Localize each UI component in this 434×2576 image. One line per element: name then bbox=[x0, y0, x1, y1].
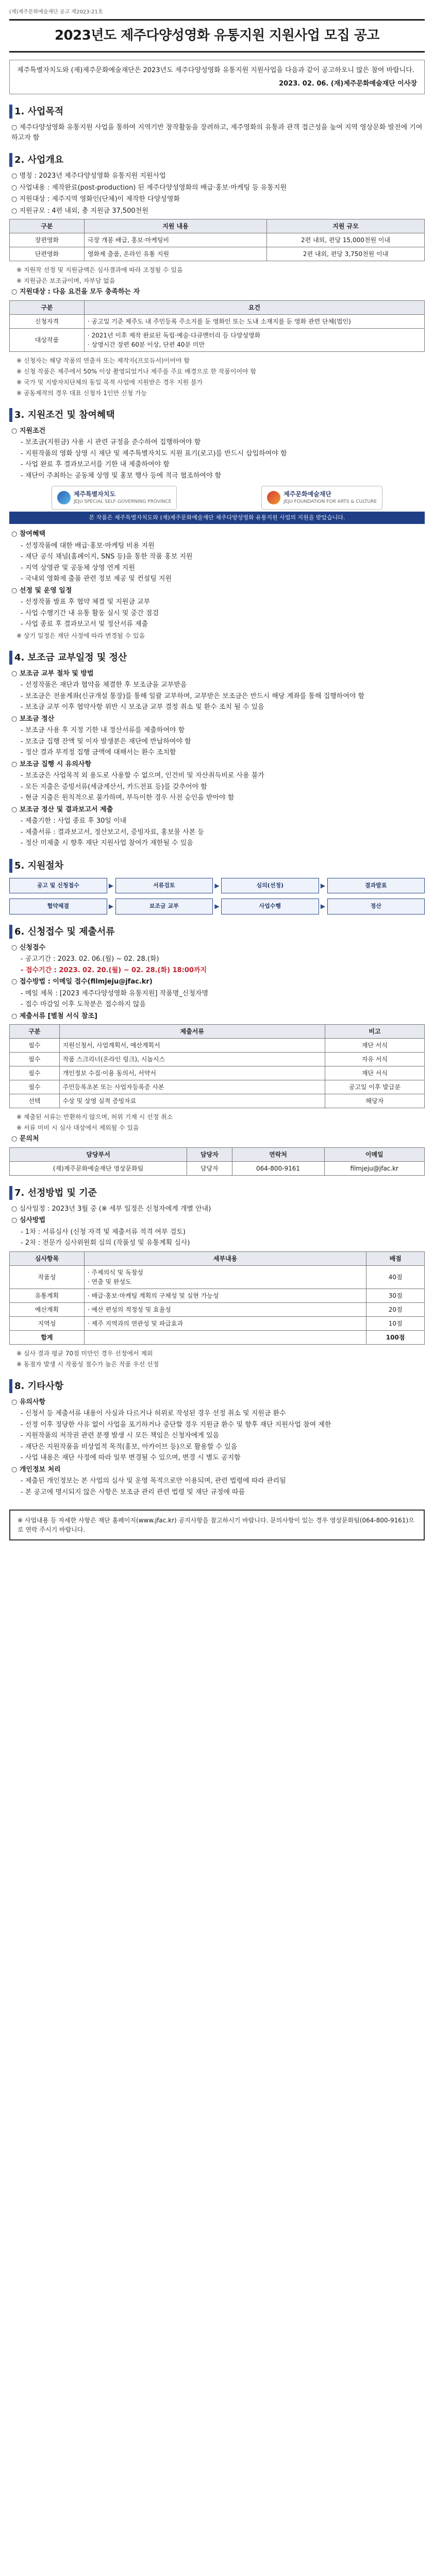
application-item: - 공고기간 : 2023. 02. 06.(월) ~ 02. 28.(화) bbox=[21, 955, 159, 963]
table-cell: 100점 bbox=[366, 1330, 425, 1344]
table-cell: 40점 bbox=[366, 1265, 425, 1289]
table-header: 제출서류 bbox=[59, 1025, 325, 1039]
target-title: ○ 지원대상 : 다음 요건을 모두 충족하는 자 bbox=[11, 288, 140, 296]
application-item: ○ 접수방법 : 이메일 접수(filmjeju@jfac.kr) bbox=[11, 978, 153, 986]
etc-item: - 사업 내용은 재단 사정에 따라 일부 변경될 수 있으며, 변경 시 별도 공지함 bbox=[21, 1454, 241, 1462]
benefit-item: ○ 선정 및 운영 일정 bbox=[11, 586, 72, 595]
table-header: 지원 규모 bbox=[267, 219, 425, 233]
table-cell: 주민등록초본 또는 사업자등록증 사본 bbox=[59, 1080, 325, 1094]
table-row bbox=[10, 1066, 425, 1080]
table-header: 담당자 bbox=[187, 1147, 232, 1161]
table-row bbox=[10, 1265, 425, 1289]
intro-text: 제주특별자치도와 (재)제주문화예술재단은 2023년도 제주다양성영화 유통지원 지원사업을 다음과 같이 공고하오니 많은 참여 바랍니다. bbox=[17, 66, 414, 74]
footer-notice: ※ 사업내용 등 자세한 사항은 재단 홈페이지(www.jfac.kr) 공지사항을 참고하시기 바랍니다. 문의사항이 있는 경우 영상문화팀(064-800-9161)으로 연락 주시기 바랍니다. bbox=[9, 1510, 425, 1540]
table-row bbox=[10, 1053, 425, 1066]
arrow-right-icon: ▶ bbox=[108, 882, 114, 889]
conditions-item: - 사업 완료 후 결과보고서를 기한 내 제출하여야 함 bbox=[21, 461, 170, 468]
procedure-step: 사업수행 bbox=[221, 899, 319, 914]
arrow-right-icon: ▶ bbox=[108, 903, 114, 910]
etc-item: - 제출된 개인정보는 본 사업의 심사 및 운영 목적으로만 이용되며, 관련 법령에 따라 관리됨 bbox=[21, 1477, 286, 1485]
note-text: ※ 상기 일정은 재단 사정에 따라 변경될 수 있음 bbox=[16, 632, 145, 639]
table-cell: 30점 bbox=[366, 1289, 425, 1302]
benefit-item: - 선정작품 발표 후 협약 체결 및 지원금 교부 bbox=[21, 598, 151, 606]
benefit-item: - 재단 공식 채널(홈페이지, SNS 등)을 통한 작품 홍보 지원 bbox=[21, 553, 193, 561]
table-header: 요건 bbox=[84, 300, 424, 314]
table-cell: 지역성 bbox=[10, 1316, 85, 1330]
procedure-step: 심의(선정) bbox=[221, 878, 319, 894]
etc-item: - 선정 이후 정당한 사유 없이 사업을 포기하거나 중단할 경우 지원금 환수 및 향후 재단 지원사업 참여 제한 bbox=[21, 1420, 331, 1429]
foundation-emblem-icon bbox=[267, 491, 280, 504]
procedure-step: 서류검토 bbox=[115, 878, 213, 894]
table-row bbox=[10, 328, 425, 351]
procedure-flow bbox=[9, 878, 425, 894]
table-cell: 수상 및 상영 실적 증빙자료 bbox=[59, 1094, 325, 1108]
table-cell: 작품 스크리너(온라인 링크), 시놉시스 bbox=[59, 1053, 325, 1066]
logo-sub: JEJU FOUNDATION FOR ARTS & CULTURE bbox=[283, 499, 377, 504]
subsidy-item: - 정산 미제출 시 향후 재단 지원사업 참여가 제한될 수 있음 bbox=[21, 839, 193, 847]
table-cell: 20점 bbox=[366, 1302, 425, 1316]
benefit-item: ○ 참여혜택 bbox=[11, 530, 46, 538]
jfac-logo bbox=[261, 486, 382, 510]
table-cell: 예산계획 bbox=[10, 1302, 85, 1316]
note-text: ※ 공동제작의 경우 대표 신청자 1인만 신청 가능 bbox=[16, 389, 147, 397]
table-row bbox=[10, 247, 425, 261]
table-header: 구분 bbox=[10, 1025, 60, 1039]
table-cell: 합계 bbox=[10, 1330, 85, 1344]
table-cell bbox=[84, 1330, 366, 1344]
application-item: ○ 신청접수 bbox=[11, 943, 46, 952]
table-row bbox=[10, 1161, 425, 1175]
note-text: ※ 동점자 발생 시 작품성 점수가 높은 작품 우선 선정 bbox=[16, 1360, 159, 1368]
subsidy-item: - 정산 결과 부적정 집행 금액에 대해서는 환수 조치함 bbox=[21, 749, 176, 756]
selection-item: ○ 심사방법 bbox=[11, 1216, 46, 1224]
logo-name: 제주특별자치도 bbox=[73, 490, 116, 498]
note-text: ※ 국가 및 지방자치단체의 동일 목적 사업에 지원받은 경우 지원 불가 bbox=[16, 378, 203, 386]
table-cell: 장편영화 bbox=[10, 233, 85, 247]
table-cell: (재)제주문화예술재단 영상문화팀 bbox=[10, 1161, 187, 1175]
section-title-selection: 7. 선정방법 및 기준 bbox=[9, 1186, 425, 1200]
table-row bbox=[10, 1316, 425, 1330]
subsidy-item: - 현금 지출은 원칙적으로 불가하며, 부득이한 경우 사전 승인을 받아야 함 bbox=[21, 794, 235, 802]
benefit-item: - 사업 종료 후 결과보고서 및 정산서류 제출 bbox=[21, 620, 148, 628]
procedure-step: 정산 bbox=[327, 899, 425, 914]
table-cell: 신청자격 bbox=[10, 314, 85, 328]
etc-item: - 신청서 등 제출서류 내용이 사실과 다르거나 허위로 작성된 경우 선정 취소 및 지원금 환수 bbox=[21, 1410, 286, 1417]
table-cell: 필수 bbox=[10, 1039, 60, 1053]
subsidy-item: - 보조금 교부 이후 협약사항 위반 시 보조금 교부 결정 취소 및 환수 조치 될 수 있음 bbox=[21, 703, 264, 711]
application-item: - 메일 제목 : [2023 제주다양성영화 유통지원] 작품명_신청자명 bbox=[21, 989, 209, 997]
note-text: ※ 신청자는 해당 작품의 연출자 또는 제작자(프로듀서)이어야 함 bbox=[16, 357, 190, 364]
note-text: ※ 지원금은 보조금이며, 자부담 없음 bbox=[16, 277, 115, 284]
conditions-item: - 보조금(지원금) 사용 시 관련 규정을 준수하여 집행하여야 함 bbox=[21, 438, 201, 446]
table-row bbox=[10, 1302, 425, 1316]
arrow-right-icon: ▶ bbox=[214, 903, 220, 910]
table-cell: · 주제의식 및 독창성 · 연출 및 완성도 bbox=[84, 1265, 366, 1289]
table-row bbox=[10, 314, 425, 328]
procedure-step: 보조금 교부 bbox=[115, 899, 213, 914]
overview-item: ○ 지원대상 : 제주지역 영화인(단체)이 제작한 다양성영화 bbox=[11, 195, 180, 203]
table-row bbox=[10, 1039, 425, 1053]
table-cell: 2편 내외, 편당 3,750천원 이내 bbox=[267, 247, 425, 261]
section-title-conditions: 3. 지원조건 및 참여혜택 bbox=[9, 408, 425, 422]
table-cell: · 배급·홍보·마케팅 계획의 구체성 및 실현 가능성 bbox=[84, 1289, 366, 1302]
table-header: 지원 내용 bbox=[84, 219, 266, 233]
province-emblem-icon bbox=[57, 491, 71, 504]
application-item: - 접수 마감일 이후 도착분은 접수하지 않음 bbox=[21, 1001, 146, 1008]
page-title: 2023년도 제주다양성영화 유통지원 지원사업 모집 공고 bbox=[9, 19, 425, 53]
intro-box bbox=[9, 60, 425, 94]
phone-number[interactable]: 064-800-9161 bbox=[232, 1161, 324, 1175]
table-cell: 선택 bbox=[10, 1094, 60, 1108]
arrow-right-icon: ▶ bbox=[320, 903, 326, 910]
subsidy-item: - 보조금은 전용계좌(신규개설 통장)를 통해 일괄 교부하며, 교부받은 보조금은 반드시 해당 계좌를 통해 집행하여야 함 bbox=[21, 692, 365, 700]
table-header: 담당부서 bbox=[10, 1147, 187, 1161]
table-header: 구분 bbox=[10, 219, 85, 233]
application-item: - 접수기간 : 2023. 02. 20.(월) ~ 02. 28.(화) 18:00까지 bbox=[21, 966, 207, 974]
table-cell: 해당자 bbox=[325, 1094, 424, 1108]
subsidy-item: - 보조금 집행 잔액 및 이자 발생분은 재단에 반납하여야 함 bbox=[21, 737, 191, 745]
table-cell: 10점 bbox=[366, 1316, 425, 1330]
table-cell: · 제주 지역과의 연관성 및 파급효과 bbox=[84, 1316, 366, 1330]
application-item: ○ 제출서류 [별첨 서식 참조] bbox=[11, 1012, 97, 1020]
procedure-step: 공고 및 신청접수 bbox=[9, 878, 107, 894]
selection-item: - 2차 : 전문가 심사위원회 심의 (작품성 및 유통계획 심사) bbox=[21, 1239, 190, 1247]
subsidy-item: - 제출서류 : 결과보고서, 정산보고서, 증빙자료, 홍보물 사본 등 bbox=[21, 828, 204, 836]
table-cell: · 2021년 이후 제작 완료된 독립·예술·다큐멘터리 등 다양성영화 · 상영시간 장편 60분 이상, 단편 40분 미만 bbox=[84, 328, 424, 351]
table-cell: 대상작품 bbox=[10, 328, 85, 351]
section-title-procedure: 5. 지원절차 bbox=[9, 859, 425, 873]
table-row bbox=[10, 1080, 425, 1094]
subsidy-item: ○ 보조금 교부 절차 및 방법 bbox=[11, 669, 94, 677]
email-link[interactable]: filmjeju@jfac.kr bbox=[324, 1161, 424, 1175]
table-cell: 극장 개봉 배급, 홍보·마케팅비 bbox=[84, 233, 266, 247]
contact-title: ○ 문의처 bbox=[11, 1135, 39, 1143]
table-header: 세부내용 bbox=[84, 1251, 366, 1265]
conditions-item: - 재단이 주최하는 공동체 상영 및 홍보 행사 등에 적극 협조하여야 함 bbox=[21, 471, 222, 480]
selection-item: ○ 심사일정 : 2023년 3월 중 (※ 세부 일정은 신청자에게 개별 안내) bbox=[11, 1205, 211, 1213]
procedure-step: 결과발표 bbox=[327, 878, 425, 894]
intro-date: 2023. 02. 06. (재)제주문화예술재단 이사장 bbox=[279, 79, 417, 88]
notice-number: (재)제주문화예술재단 공고 제2023-21호 bbox=[9, 9, 103, 15]
table-header: 배점 bbox=[366, 1251, 425, 1265]
etc-item: ○ 유의사항 bbox=[11, 1398, 46, 1406]
table-cell: · 공고일 기준 제주도 내 주민등록 주소지를 둔 영화인 또는 도내 소재지를 둔 영화 관련 단체(법인) bbox=[84, 314, 424, 328]
subsidy-item: ○ 보조금 정산 및 결과보고서 제출 bbox=[11, 805, 113, 814]
section-title-subsidy: 4. 보조금 교부일정 및 정산 bbox=[9, 651, 425, 665]
support-scale-table bbox=[9, 219, 425, 261]
table-header: 비고 bbox=[325, 1025, 424, 1039]
subsidy-item: - 모든 지출은 증빙서류(세금계산서, 카드전표 등)를 갖추어야 함 bbox=[21, 783, 207, 791]
credit-banner: 본 작품은 제주특별자치도와 (재)제주문화예술재단 제주다양성영화 유통지원 사업의 지원을 받았습니다. bbox=[9, 512, 425, 524]
overview-item: ○ 지원규모 : 4편 내외, 총 지원금 37,500천원 bbox=[11, 207, 148, 215]
table-row bbox=[10, 1094, 425, 1108]
jeju-province-logo bbox=[52, 486, 177, 510]
table-cell: 단편영화 bbox=[10, 247, 85, 261]
table-cell: 자유 서식 bbox=[325, 1053, 424, 1066]
subsidy-item: - 보조금 사용 후 지정 기한 내 정산서류를 제출하여야 함 bbox=[21, 726, 185, 734]
subsidy-item: - 제출기한 : 사업 종료 후 30일 이내 bbox=[21, 817, 127, 825]
procedure-flow bbox=[9, 899, 425, 914]
subsidy-item: - 선정작품은 재단과 협약을 체결한 후 보조금을 교부받음 bbox=[21, 681, 187, 689]
table-cell: 담당자 bbox=[187, 1161, 232, 1175]
etc-item: - 지원작품의 저작권 관련 분쟁 발생 시 모든 책임은 신청자에게 있음 bbox=[21, 1432, 220, 1439]
purpose-text: ○ 제주다양성영화 유통지원 사업을 통하여 지역기반 창작활동을 장려하고, 제주영화의 유통과 관객 접근성을 높여 지역 영상문화 발전에 기여하고자 함 bbox=[11, 124, 423, 142]
selection-item: - 1차 : 서류심사 (신청 자격 및 제출서류 적격 여부 검토) bbox=[21, 1228, 186, 1236]
table-header: 이메일 bbox=[324, 1147, 424, 1161]
logo-sub: JEJU SPECIAL SELF-GOVERNING PROVINCE bbox=[73, 499, 172, 504]
overview-item: ○ 사업내용 : 제작완료(post-production) 된 제주다양성영화의 배급·홍보·마케팅 등 유통지원 bbox=[11, 183, 287, 192]
table-cell: 필수 bbox=[10, 1080, 60, 1094]
table-cell: 작품성 bbox=[10, 1265, 85, 1289]
subsidy-item: ○ 보조금 집행 시 유의사항 bbox=[11, 760, 92, 768]
documents-table bbox=[9, 1024, 425, 1108]
subsidy-item: ○ 보조금 정산 bbox=[11, 715, 55, 723]
table-cell: 개인정보 수집·이용 동의서, 서약서 bbox=[59, 1066, 325, 1080]
section-title-overview: 2. 사업개요 bbox=[9, 153, 425, 167]
benefit-item: - 지역 상영관 및 공동체 상영 연계 지원 bbox=[21, 564, 135, 572]
conditions-item: - 지원작품의 영화 상영 시 재단 및 제주특별자치도 지원 표기(로고)를 반드시 삽입하여야 함 bbox=[21, 449, 287, 457]
arrow-right-icon: ▶ bbox=[320, 882, 326, 889]
table-cell: 유통계획 bbox=[10, 1289, 85, 1302]
table-row bbox=[10, 1330, 425, 1344]
table-cell: · 예산 편성의 적정성 및 효율성 bbox=[84, 1302, 366, 1316]
note-text: ※ 지원작 선정 및 지원금액은 심사결과에 따라 조정될 수 있음 bbox=[16, 266, 183, 274]
table-header: 연락처 bbox=[232, 1147, 324, 1161]
section-title-application: 6. 신청접수 및 제출서류 bbox=[9, 925, 425, 939]
note-text: ※ 심사 결과 평균 70점 미만인 경우 선정에서 제외 bbox=[16, 1349, 153, 1357]
table-cell: 재단 서식 bbox=[325, 1066, 424, 1080]
overview-item: ○ 명칭 : 2023년 제주다양성영화 유통지원 지원사업 bbox=[11, 172, 166, 180]
criteria-table bbox=[9, 1251, 425, 1345]
benefit-item: - 국내외 영화제 출품 관련 정보 제공 및 컨설팅 지원 bbox=[21, 575, 172, 583]
note-text: ※ 서류 미비 시 심사 대상에서 제외될 수 있음 bbox=[16, 1124, 139, 1131]
note-text: ※ 제출된 서류는 반환하지 않으며, 허위 기재 시 선정 취소 bbox=[16, 1113, 173, 1121]
table-row bbox=[10, 1289, 425, 1302]
logo-name: 제주문화예술재단 bbox=[283, 490, 331, 498]
arrow-right-icon: ▶ bbox=[214, 882, 220, 889]
procedure-step: 협약체결 bbox=[9, 899, 107, 914]
table-header: 심사항목 bbox=[10, 1251, 85, 1265]
etc-item: - 본 공고에 명시되지 않은 사항은 보조금 관리 관련 법령 및 재단 규정에 따름 bbox=[21, 1488, 245, 1496]
logo-row bbox=[9, 486, 425, 510]
benefit-item: - 선정작품에 대한 배급·홍보·마케팅 비용 지원 bbox=[21, 541, 155, 550]
conditions-item: ○ 지원조건 bbox=[11, 427, 46, 435]
benefit-item: - 사업 수행기간 내 유통 활동 실시 및 중간 점검 bbox=[21, 609, 159, 617]
table-cell: 지원신청서, 사업계획서, 예산계획서 bbox=[59, 1039, 325, 1053]
table-cell: 재단 서식 bbox=[325, 1039, 424, 1053]
section-title-etc: 8. 기타사항 bbox=[9, 1379, 425, 1393]
section-title-purpose: 1. 사업목적 bbox=[9, 105, 425, 118]
subsidy-item: - 보조금은 사업목적 외 용도로 사용할 수 없으며, 인건비 및 자산취득비로 사용 불가 bbox=[21, 772, 264, 779]
note-text: ※ 신청 작품은 제주에서 50% 이상 촬영되었거나 제주를 주요 배경으로 한 작품이어야 함 bbox=[16, 367, 257, 375]
eligibility-table bbox=[9, 300, 425, 352]
table-cell: 필수 bbox=[10, 1066, 60, 1080]
contact-table bbox=[9, 1147, 425, 1176]
table-cell: 영화제 출품, 온라인 유통 지원 bbox=[84, 247, 266, 261]
etc-item: ○ 개인정보 처리 bbox=[11, 1465, 61, 1473]
table-cell: 공고일 이후 발급분 bbox=[325, 1080, 424, 1094]
table-row bbox=[10, 233, 425, 247]
table-header: 구분 bbox=[10, 300, 85, 314]
table-cell: 필수 bbox=[10, 1053, 60, 1066]
table-cell: 2편 내외, 편당 15,000천원 이내 bbox=[267, 233, 425, 247]
etc-item: - 재단은 지원작품을 비상업적 목적(홍보, 아카이브 등)으로 활용할 수 있음 bbox=[21, 1443, 238, 1451]
